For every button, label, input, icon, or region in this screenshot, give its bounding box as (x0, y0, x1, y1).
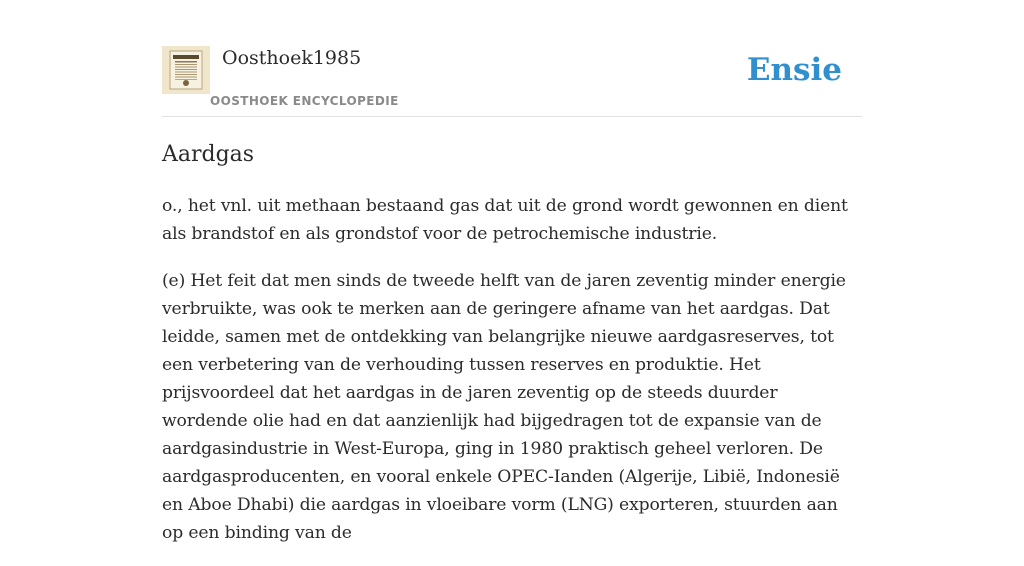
header (162, 44, 862, 117)
article-title: Aardgas (162, 142, 255, 167)
brand-logo[interactable]: Ensie (746, 52, 842, 88)
article-paragraph-economy: (e) Het feit dat men sinds de tweede helft van de jaren zeventig minder energie verbruikte, was ook te merken aan de geringere afname van het aardgas. Dat leidde, samen met de ontdekking van belangrijke nieuwe aardgasreserves, tot een verbetering van de verhouding tussen reserves en produktie. Het prijsvoordeel dat het aardgas in de jaren zeventig op de steeds duurder wordende olie had en dat aanzienlijk had bijgedragen tot de expansie van de aardgasindustrie in West-Europa, ging in 1980 praktisch geheel verloren. De aardgasproducenten, en vooral enkele OPEC-Ianden (Algerije, Libië, Indonesië en Aboe Dhabi) die aardgas in vloeibare vorm (LNG) exporteren, stuurden aan op een binding van de (162, 271, 846, 543)
book-cover-icon (162, 46, 210, 94)
author-name[interactable]: Oosthoek1985 (222, 47, 362, 69)
article-body (162, 192, 864, 566)
article-paragraph-definition: o., het vnl. uit methaan bestaand gas dat uit de grond wordt gewonnen en dient als brandstof en als grondstof voor de petrochemische industrie. (162, 196, 848, 244)
source-label: OOSTHOEK ENCYCLOPEDIE (210, 94, 399, 108)
author-avatar[interactable] (162, 46, 210, 94)
